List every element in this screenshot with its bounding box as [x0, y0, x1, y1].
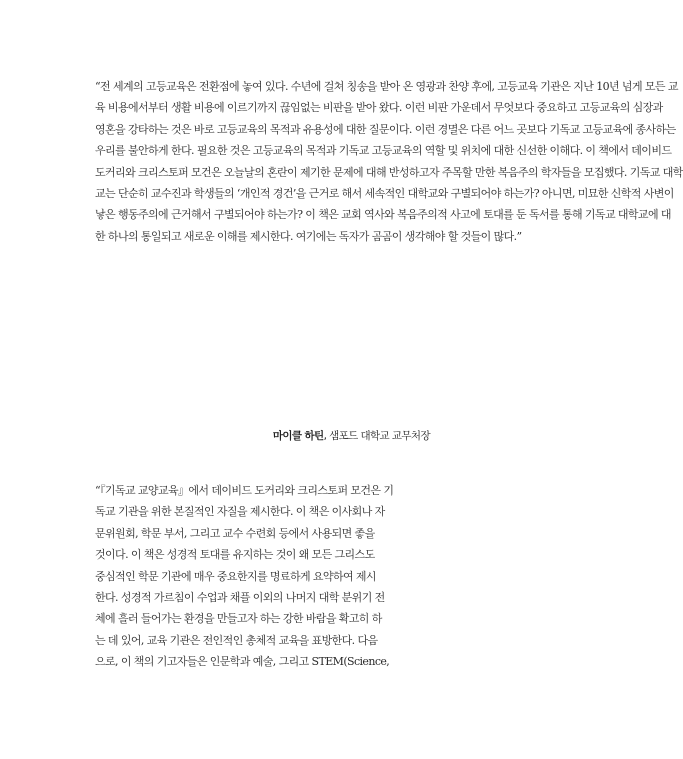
quote-line: 중심적인 학문 기관에 매우 중요한지를 명료하게 요약하여 제시: [95, 569, 376, 583]
quote-line: “『기독교 교양교육』에서 데이비드 도커리와 크리스토퍼 모건은 기: [95, 484, 394, 497]
quote-line: 영혼을 강타하는 것은 바로 고등교육의 목적과 유용성에 대한 질문이다. 이런 경멸은 다른 어느 곳보다 기독교 고등교육에 종사하는: [95, 122, 676, 136]
quote-line: 것이다. 이 책은 성경적 토대를 유지하는 것이 왜 모든 그리스도: [95, 548, 375, 562]
quote-line: 낳은 행동주의에 근거해서 구별되어야 하는가? 이 책은 교회 역사와 복음주의적 사고에 토대를 둔 독서를 통해 기독교 대학교에 대: [95, 208, 671, 222]
quote-line: 우리를 불안하게 한다. 필요한 것은 고등교육의 목적과 기독교 고등교육의 역할 및 위치에 대한 신선한 이해다. 이 책에서 데이비드: [95, 144, 672, 158]
endorser-name: 마이클 하틴: [272, 430, 324, 442]
quote-line: “전 세계의 고등교육은 전환점에 놓여 있다. 수년에 걸쳐 칭송을 받아 온 영광과 찬양 후에, 고등교육 기관은 지난 10년 넘게 모든 교: [95, 80, 678, 93]
quote-line: 교는 단순히 교수진과 학생들의 ‘개인적 경건’을 근거로 해서 세속적인 대학교와 구별되어야 하는가? 아니면, 미묘한 신학적 사변이: [95, 187, 674, 201]
quote-line: 육 비용에서부터 생활 비용에 이르기까지 끊임없는 비판을 받아 왔다. 이런 비판 가운데서 무엇보다 중요하고 고등교육의 심장과: [95, 101, 663, 115]
endorsement-quote-2: [95, 480, 425, 673]
endorsement-attribution: [273, 428, 430, 443]
quote-line: 문위원회, 학문 부서, 그리고 교수 수련회 등에서 사용되면 좋을: [95, 526, 375, 540]
quote-line: 체에 흘러 들어가는 환경을 만들고자 하는 강한 바람을 확고히 하: [95, 612, 382, 626]
quote-line: 는 데 있어, 교육 기관은 전인적인 총체적 교육을 표방한다. 다음: [95, 633, 378, 647]
quote-line: 도커리와 크리스토퍼 모건은 오늘날의 혼란이 제기한 문제에 대해 반성하고자 주목할 만한 복음주의 학자들을 모집했다. 기독교 대학: [95, 165, 683, 179]
quote-line: 한 하나의 통일되고 새로운 이해를 제시한다. 여기에는 독자가 곰곰이 생각해야 할 것들이 많다.”: [95, 229, 522, 243]
quote-line: 으로, 이 책의 기고자들은 인문학과 예술, 그리고 STEM(Science,: [95, 655, 390, 669]
quote-line: 독교 기관을 위한 본질적인 자질을 제시한다. 이 책은 이사회나 자: [95, 505, 385, 519]
endorser-affiliation: , 샘포드 대학교 교무처장: [323, 430, 430, 442]
endorsement-quote-1: [95, 76, 683, 247]
quote-line: 한다. 성경적 가르침이 수업과 채플 이외의 나머지 대학 분위기 전: [95, 591, 385, 605]
